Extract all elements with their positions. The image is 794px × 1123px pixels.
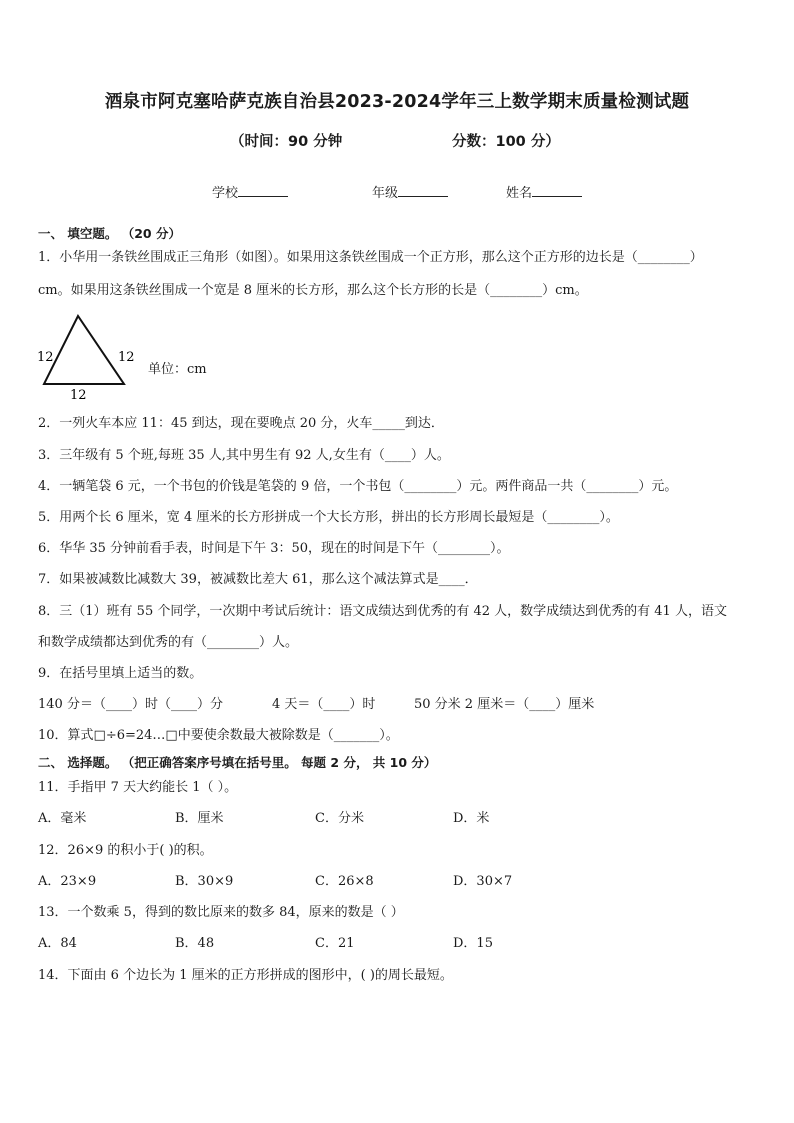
question-11-option-a: A．毫米 — [38, 811, 87, 826]
triangle-bottom-side-label: 12 — [70, 388, 87, 402]
triangle-figure — [34, 310, 144, 402]
question-1-line-2: cm。如果用这条铁丝围成一个宽是 8 厘米的长方形，那么这个长方形的长是（________）cm。 — [38, 283, 588, 298]
question-12-option-a: A．23×9 — [38, 874, 97, 889]
school-blank — [238, 184, 288, 197]
question-13-option-d: D．15 — [453, 936, 493, 951]
question-9b: 4 天＝（____）时 — [272, 697, 376, 712]
grade-field — [372, 182, 448, 201]
time-label: （时间：90 分钟 — [230, 134, 343, 150]
question-11-option-b: B．厘米 — [175, 811, 224, 826]
school-field — [212, 182, 288, 201]
question-13-option-a: A．84 — [38, 936, 77, 951]
question-13-option-b: B．48 — [175, 936, 215, 951]
score-label: 分数：100 分） — [452, 134, 560, 150]
question-11-stem: 11．手指甲 7 天大约能长 1（ ）。 — [38, 780, 238, 795]
question-12-option-b: B．30×9 — [175, 874, 234, 889]
question-9c: 50 分米 2 厘米＝（____）厘米 — [414, 697, 595, 712]
question-8-line-1: 8．三（1）班有 55 个同学，一次期中考试后统计：语文成绩达到优秀的有 42 人，数学成绩达到优秀的有 41 人，语文 — [38, 604, 727, 619]
question-10: 10．算式□÷6=24…□中要使余数最大被除数是（_______）。 — [38, 728, 399, 743]
question-1-line-1: 1．小华用一条铁丝围成正三角形（如图）。如果用这条铁丝围成一个正方形，那么这个正方形的边长是（________） — [38, 250, 703, 265]
question-12-option-d: D．30×7 — [453, 874, 513, 889]
question-14: 14．下面由 6 个边长为 1 厘米的正方形拼成的图形中，( )的周长最短。 — [38, 968, 453, 983]
triangle-left-side-label: 12 — [37, 350, 54, 365]
question-8-line-2: 和数学成绩都达到优秀的有（________）人。 — [38, 635, 299, 650]
question-2: 2．一列火车本应 11：45 到达，现在要晚点 20 分，火车_____到达． — [38, 416, 444, 431]
section-choice-title: 二、 选择题。 （把正确答案序号填在括号里。 每题 2 分， 共 10 分） — [38, 755, 437, 770]
grade-label: 年级 — [372, 186, 399, 201]
question-13-option-c: C．21 — [315, 936, 355, 951]
question-3: 3．三年级有 5 个班,每班 35 人,其中男生有 92 人,女生有（____）人。 — [38, 448, 450, 463]
question-11-option-c: C．分米 — [315, 811, 364, 826]
name-label: 姓名 — [506, 186, 533, 201]
question-4: 4．一辆笔袋 6 元，一个书包的价钱是笔袋的 9 倍，一个书包（________）元。两件商品一共（________）元。 — [38, 479, 678, 494]
question-7: 7．如果被减数比减数大 39，被减数比差大 61，那么这个减法算式是____． — [38, 572, 478, 587]
name-blank — [532, 184, 582, 197]
name-field — [506, 182, 582, 201]
question-6: 6．华华 35 分钟前看手表，时间是下午 3：50，现在的时间是下午（________）。 — [38, 541, 510, 556]
grade-blank — [398, 184, 448, 197]
triangle-right-side-label: 12 — [118, 350, 135, 365]
question-9a: 140 分＝（____）时（____）分 — [38, 697, 223, 712]
school-label: 学校 — [212, 186, 239, 201]
question-13-stem: 13．一个数乘 5，得到的数比原来的数多 84，原来的数是（ ） — [38, 905, 404, 920]
page-title: 酒泉市阿克塞哈萨克族自治县2023-2024学年三上数学期末质量检测试题 — [104, 92, 690, 112]
figure-unit-label: 单位：cm — [148, 362, 207, 377]
triangle-shape — [44, 316, 124, 384]
question-12-option-c: C．26×8 — [315, 874, 374, 889]
question-12-stem: 12．26×9 的积小于( )的积。 — [38, 843, 213, 858]
question-11-option-d: D．米 — [453, 811, 490, 826]
question-5: 5．用两个长 6 厘米，宽 4 厘米的长方形拼成一个大长方形，拼出的长方形周长最短是（________）。 — [38, 510, 619, 525]
section-fill-blank-title: 一、 填空题。 （20 分） — [38, 226, 181, 241]
question-9-stem: 9．在括号里填上适当的数。 — [38, 666, 203, 681]
